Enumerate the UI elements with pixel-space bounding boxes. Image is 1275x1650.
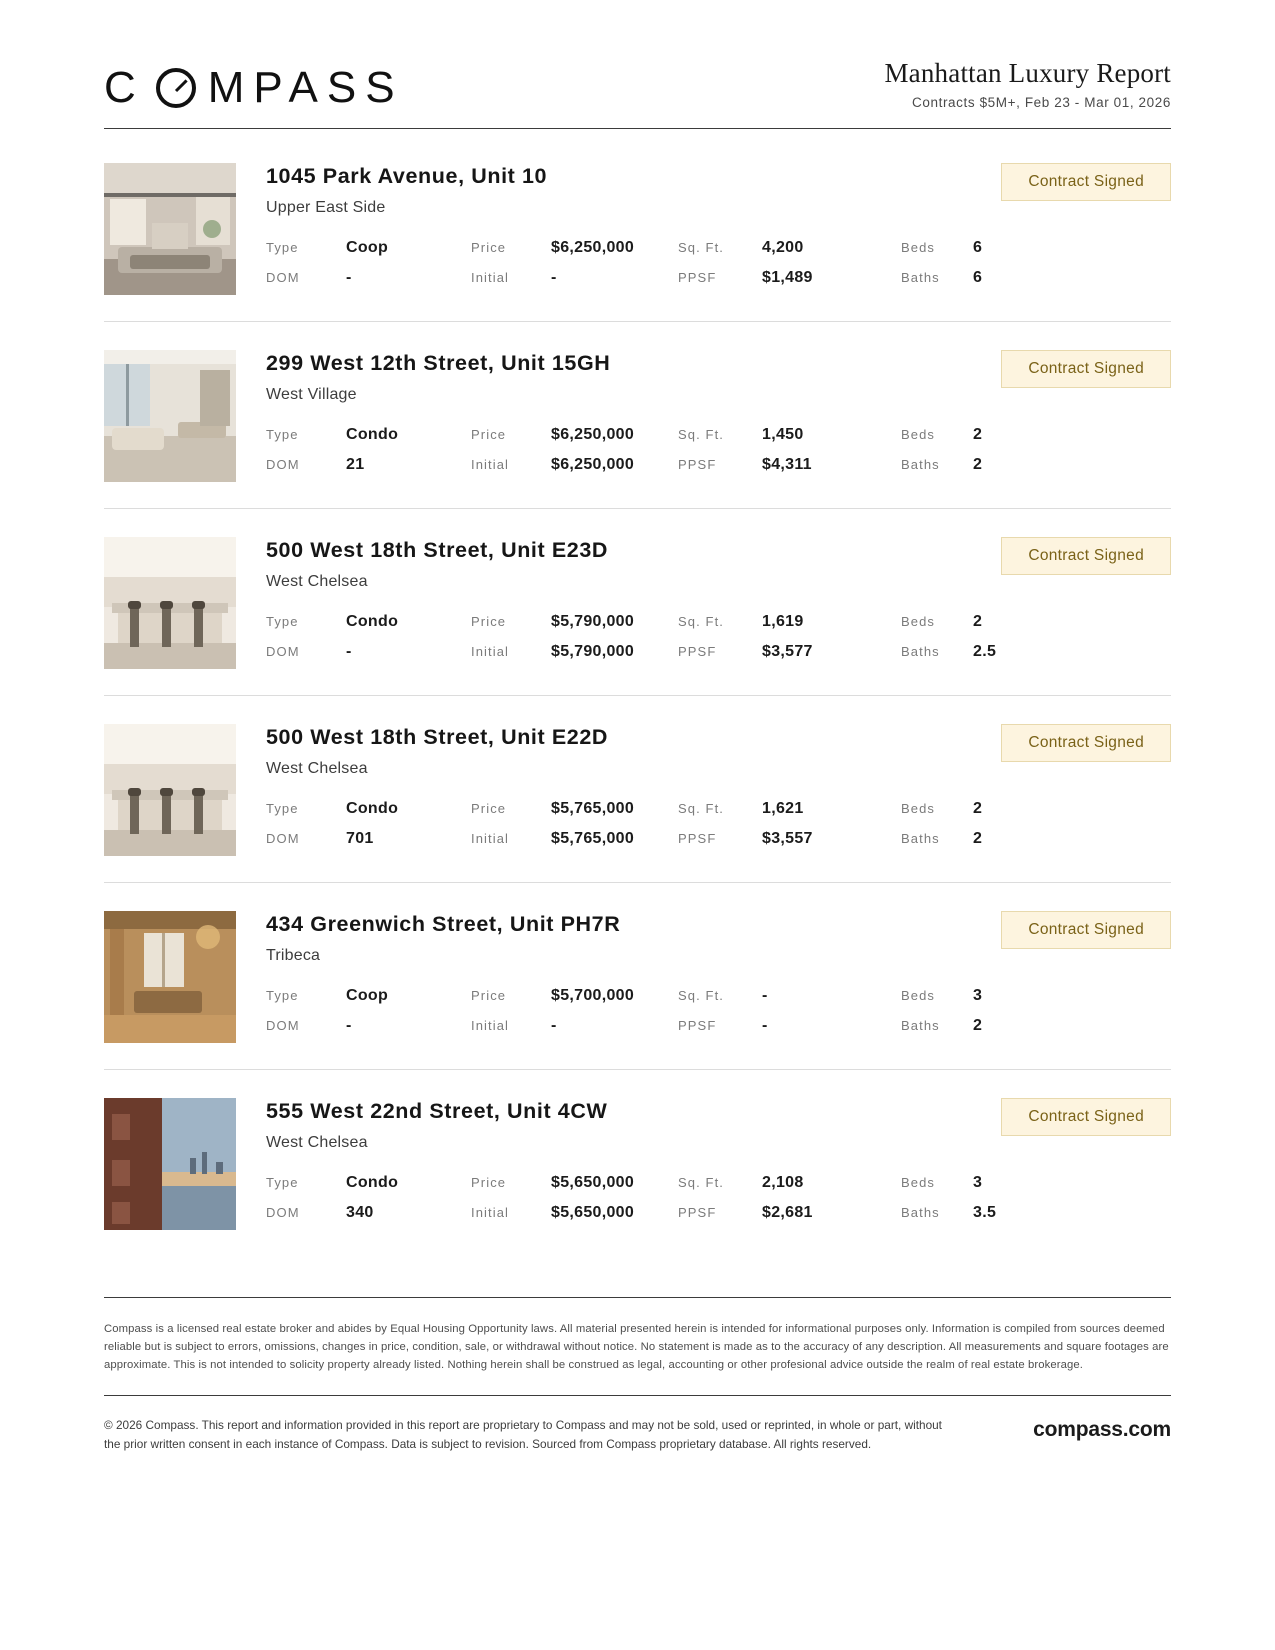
stat-label-dom: DOM [266, 643, 300, 659]
stat-value-initial: - [551, 268, 557, 286]
listing-thumbnail[interactable] [104, 911, 236, 1043]
stat-value-type: Condo [346, 612, 399, 630]
listing-address-block [266, 1098, 607, 1152]
stat-type [266, 426, 471, 444]
compass-logo-text [104, 63, 404, 113]
listing-address[interactable]: 299 West 12th Street, Unit 15GH [266, 351, 611, 376]
listing-thumbnail[interactable] [104, 1098, 236, 1230]
stat-initial [471, 830, 678, 848]
stat-sqft [678, 426, 901, 444]
stat-label-ppsf: PPSF [678, 1017, 717, 1033]
stat-value-type: Condo [346, 1173, 399, 1191]
stat-label-type: Type [266, 1174, 299, 1190]
stat-value-dom: 701 [346, 829, 374, 847]
stat-dom [266, 1017, 471, 1035]
stat-ppsf [678, 1017, 901, 1035]
stat-initial [471, 1204, 678, 1222]
stat-column-type [266, 426, 471, 474]
stat-value-baths: 2 [973, 1016, 983, 1034]
stat-label-price: Price [471, 800, 507, 816]
stat-value-initial: $5,790,000 [551, 642, 635, 660]
stat-value-sqft: 1,450 [762, 425, 804, 443]
listing-stats [266, 987, 1171, 1035]
stat-sqft [678, 239, 901, 257]
stat-value-baths: 3.5 [973, 1203, 997, 1221]
listing-address-block [266, 537, 608, 591]
stat-value-beds: 2 [973, 425, 983, 443]
stat-value-initial: $6,250,000 [551, 455, 635, 473]
listing-address-block [266, 911, 620, 965]
stat-label-beds: Beds [901, 800, 936, 816]
stat-value-beds: 3 [973, 986, 983, 1004]
stat-value-sqft: 4,200 [762, 238, 804, 256]
listing-details [266, 537, 1171, 661]
listing-header [266, 163, 1171, 217]
stat-value-type: Coop [346, 986, 389, 1004]
stat-value-price: $5,790,000 [551, 612, 635, 630]
stat-value-price: $5,765,000 [551, 799, 635, 817]
stat-label-beds: Beds [901, 987, 936, 1003]
compass-website[interactable]: compass.com [1033, 1417, 1171, 1441]
stat-value-sqft: 1,621 [762, 799, 804, 817]
stat-column-sqft [678, 800, 901, 848]
stat-value-dom: - [346, 1016, 352, 1034]
stat-value-baths: 2 [973, 829, 983, 847]
stat-label-sqft: Sq. Ft. [678, 426, 724, 442]
stat-value-dom: - [346, 642, 352, 660]
compass-logo [104, 63, 404, 113]
listing-thumbnail[interactable] [104, 163, 236, 295]
stat-value-initial: - [551, 1016, 557, 1034]
stat-value-baths: 2.5 [973, 642, 997, 660]
report-footer [104, 1297, 1171, 1454]
stat-label-baths: Baths [901, 1017, 940, 1033]
stat-baths [901, 269, 1051, 287]
report-subtitle: Contracts $5M+, Feb 23 - Mar 01, 2026 [912, 95, 1171, 111]
stat-label-ppsf: PPSF [678, 456, 717, 472]
stat-column-type [266, 613, 471, 661]
listing-neighborhood: Tribeca [266, 946, 321, 964]
stat-label-initial: Initial [471, 456, 510, 472]
report-header [104, 0, 1171, 128]
listing-neighborhood: Upper East Side [266, 198, 386, 216]
stat-dom [266, 830, 471, 848]
listing-stats [266, 426, 1171, 474]
stat-label-sqft: Sq. Ft. [678, 613, 724, 629]
stat-value-type: Coop [346, 238, 389, 256]
stat-label-ppsf: PPSF [678, 643, 717, 659]
stat-column-type [266, 800, 471, 848]
stat-sqft [678, 613, 901, 631]
stat-label-initial: Initial [471, 1017, 510, 1033]
stat-type [266, 613, 471, 631]
stat-price [471, 1174, 678, 1192]
listing-neighborhood: West Chelsea [266, 1133, 368, 1151]
stat-ppsf [678, 830, 901, 848]
stat-value-beds: 3 [973, 1173, 983, 1191]
status-badge: Contract Signed [1001, 537, 1171, 575]
stat-value-initial: $5,765,000 [551, 829, 635, 847]
listing-address[interactable]: 500 West 18th Street, Unit E22D [266, 725, 609, 750]
listing-stats [266, 239, 1171, 287]
stat-baths [901, 456, 1051, 474]
stat-initial [471, 456, 678, 474]
stat-type [266, 239, 471, 257]
stat-dom [266, 1204, 471, 1222]
listing-details [266, 724, 1171, 848]
stat-column-price [471, 426, 678, 474]
stat-label-sqft: Sq. Ft. [678, 1174, 724, 1190]
status-badge: Contract Signed [1001, 163, 1171, 201]
listing-stats [266, 800, 1171, 848]
stat-value-dom: - [346, 268, 352, 286]
stat-label-price: Price [471, 1174, 507, 1190]
listing-address-block [266, 163, 547, 217]
stat-value-baths: 2 [973, 455, 983, 473]
stat-label-ppsf: PPSF [678, 830, 717, 846]
stat-dom [266, 456, 471, 474]
stat-value-dom: 21 [346, 455, 365, 473]
stat-baths [901, 1017, 1051, 1035]
stat-label-type: Type [266, 239, 299, 255]
listing-row[interactable] [104, 135, 1171, 321]
listing-address[interactable]: 555 West 22nd Street, Unit 4CW [266, 1099, 608, 1124]
stat-column-type [266, 987, 471, 1035]
stat-value-price: $5,650,000 [551, 1173, 635, 1191]
stat-beds [901, 426, 1051, 444]
stat-price [471, 426, 678, 444]
stat-value-sqft: - [762, 986, 768, 1004]
stat-column-beds [901, 613, 1051, 661]
stat-value-sqft: 1,619 [762, 612, 804, 630]
stat-ppsf [678, 643, 901, 661]
stat-beds [901, 239, 1051, 257]
stat-column-price [471, 800, 678, 848]
listing-address[interactable]: 1045 Park Avenue, Unit 10 [266, 164, 548, 189]
listing-address-block [266, 350, 610, 404]
stat-label-type: Type [266, 987, 299, 1003]
stat-beds [901, 800, 1051, 818]
listing-thumbnail[interactable] [104, 350, 236, 482]
stat-label-baths: Baths [901, 830, 940, 846]
status-badge: Contract Signed [1001, 1098, 1171, 1136]
listing-thumbnail[interactable] [104, 724, 236, 856]
stat-label-dom: DOM [266, 456, 300, 472]
stat-label-initial: Initial [471, 269, 510, 285]
stat-value-type: Condo [346, 799, 399, 817]
stat-beds [901, 1174, 1051, 1192]
stat-column-beds [901, 239, 1051, 287]
stat-label-type: Type [266, 613, 299, 629]
stat-sqft [678, 800, 901, 818]
stat-label-price: Price [471, 987, 507, 1003]
stat-column-sqft [678, 239, 901, 287]
stat-beds [901, 613, 1051, 631]
stat-price [471, 987, 678, 1005]
stat-beds [901, 987, 1051, 1005]
stat-ppsf [678, 1204, 901, 1222]
listing-address-block [266, 724, 608, 778]
listing-stats [266, 1174, 1171, 1222]
stat-column-sqft [678, 1174, 901, 1222]
listing-header [266, 350, 1171, 404]
disclaimer-text: Compass is a licensed real estate broker and abides by Equal Housing Opportunity laws. All material presented herein is intended for informational purposes only. Information is compiled from sources deemed reliable but is subject to errors, omissions, changes in price, condition, sale, or withdrawal without notice. No statement is made as to the accuracy of any description. All measurements and square footages are approximate. This is not intended to solicity property already listed. Nothing herein shall be construed as legal, accounting or other profesional advice outside the realm of real estate brokerage. [104, 1322, 1169, 1372]
listing-header [266, 724, 1171, 778]
listing-row[interactable] [104, 509, 1171, 695]
stat-initial [471, 643, 678, 661]
listing-row[interactable] [104, 696, 1171, 882]
listing-row[interactable] [104, 883, 1171, 1069]
stat-value-ppsf: $3,577 [762, 642, 813, 660]
stat-label-baths: Baths [901, 456, 940, 472]
stat-dom [266, 643, 471, 661]
stat-column-price [471, 239, 678, 287]
stat-label-ppsf: PPSF [678, 269, 717, 285]
stat-label-dom: DOM [266, 269, 300, 285]
status-badge: Contract Signed [1001, 724, 1171, 762]
page-title: Manhattan Luxury Report [884, 58, 1171, 88]
stat-value-initial: $5,650,000 [551, 1203, 635, 1221]
listing-header [266, 911, 1171, 965]
stat-value-ppsf: $2,681 [762, 1203, 813, 1221]
listing-thumbnail[interactable] [104, 537, 236, 669]
stat-value-dom: 340 [346, 1203, 374, 1221]
stat-ppsf [678, 269, 901, 287]
stat-label-sqft: Sq. Ft. [678, 800, 724, 816]
stat-value-sqft: 2,108 [762, 1173, 804, 1191]
stat-dom [266, 269, 471, 287]
stat-label-price: Price [471, 426, 507, 442]
listing-details [266, 911, 1171, 1035]
stat-label-baths: Baths [901, 643, 940, 659]
stat-value-beds: 6 [973, 238, 983, 256]
listing-stats [266, 613, 1171, 661]
compass-needle-icon [156, 68, 196, 108]
listing-neighborhood: West Village [266, 385, 357, 403]
stat-label-sqft: Sq. Ft. [678, 239, 724, 255]
stat-value-ppsf: $3,557 [762, 829, 813, 847]
stat-label-type: Type [266, 426, 299, 442]
stat-label-dom: DOM [266, 1204, 300, 1220]
stat-sqft [678, 1174, 901, 1192]
stat-price [471, 613, 678, 631]
stat-sqft [678, 987, 901, 1005]
stat-value-type: Condo [346, 425, 399, 443]
stat-value-ppsf: $4,311 [762, 455, 812, 473]
stat-column-beds [901, 800, 1051, 848]
stat-column-price [471, 987, 678, 1035]
listing-row[interactable] [104, 1070, 1171, 1256]
stat-baths [901, 1204, 1051, 1222]
stat-column-type [266, 1174, 471, 1222]
stat-initial [471, 1017, 678, 1035]
stat-price [471, 800, 678, 818]
status-badge: Contract Signed [1001, 350, 1171, 388]
stat-value-ppsf: - [762, 1016, 768, 1034]
stat-column-price [471, 1174, 678, 1222]
stat-label-dom: DOM [266, 1017, 300, 1033]
stat-column-sqft [678, 426, 901, 474]
stat-label-beds: Beds [901, 426, 936, 442]
stat-value-beds: 2 [973, 612, 983, 630]
stat-label-initial: Initial [471, 830, 510, 846]
listing-header [266, 537, 1171, 591]
stat-price [471, 239, 678, 257]
stat-baths [901, 643, 1051, 661]
stat-label-price: Price [471, 239, 507, 255]
listing-address[interactable]: 500 West 18th Street, Unit E23D [266, 538, 609, 563]
listing-details [266, 350, 1171, 474]
stat-ppsf [678, 456, 901, 474]
stat-label-dom: DOM [266, 830, 300, 846]
listing-list [104, 129, 1171, 1256]
listing-header [266, 1098, 1171, 1152]
stat-baths [901, 830, 1051, 848]
stat-column-sqft [678, 987, 901, 1035]
logo-letter-c: C [104, 63, 145, 113]
stat-column-beds [901, 426, 1051, 474]
stat-column-price [471, 613, 678, 661]
stat-type [266, 1174, 471, 1192]
stat-initial [471, 269, 678, 287]
stat-label-ppsf: PPSF [678, 1204, 717, 1220]
stat-value-beds: 2 [973, 799, 983, 817]
stat-label-initial: Initial [471, 1204, 510, 1220]
report-heading-block [884, 58, 1171, 110]
stat-label-sqft: Sq. Ft. [678, 987, 724, 1003]
stat-label-baths: Baths [901, 269, 940, 285]
stat-column-beds [901, 987, 1051, 1035]
stat-label-type: Type [266, 800, 299, 816]
listing-row[interactable] [104, 322, 1171, 508]
listing-details [266, 1098, 1171, 1222]
stat-label-beds: Beds [901, 1174, 936, 1190]
stat-label-baths: Baths [901, 1204, 940, 1220]
stat-value-price: $5,700,000 [551, 986, 635, 1004]
listing-details [266, 163, 1171, 287]
stat-value-price: $6,250,000 [551, 425, 635, 443]
stat-type [266, 800, 471, 818]
logo-letters-mpass: MPASS [207, 63, 404, 113]
stat-label-beds: Beds [901, 239, 936, 255]
stat-column-sqft [678, 613, 901, 661]
stat-column-beds [901, 1174, 1051, 1222]
stat-type [266, 987, 471, 1005]
status-badge: Contract Signed [1001, 911, 1171, 949]
stat-value-price: $6,250,000 [551, 238, 635, 256]
copyright-text: © 2026 Compass. This report and information provided in this report are proprietary to Compass and may not be sold, used or reprinted, in whole or part, without the prior written consent in each instance of Compass. Data is subject to revision. Sourced from Compass proprietary database. All rights reserved. [104, 1417, 942, 1451]
footer-bottom-row [104, 1396, 1171, 1454]
stat-label-initial: Initial [471, 643, 510, 659]
listing-neighborhood: West Chelsea [266, 759, 368, 777]
stat-column-type [266, 239, 471, 287]
stat-label-price: Price [471, 613, 507, 629]
listing-neighborhood: West Chelsea [266, 572, 368, 590]
listing-address[interactable]: 434 Greenwich Street, Unit PH7R [266, 912, 621, 937]
stat-label-beds: Beds [901, 613, 936, 629]
stat-value-baths: 6 [973, 268, 983, 286]
stat-value-ppsf: $1,489 [762, 268, 813, 286]
